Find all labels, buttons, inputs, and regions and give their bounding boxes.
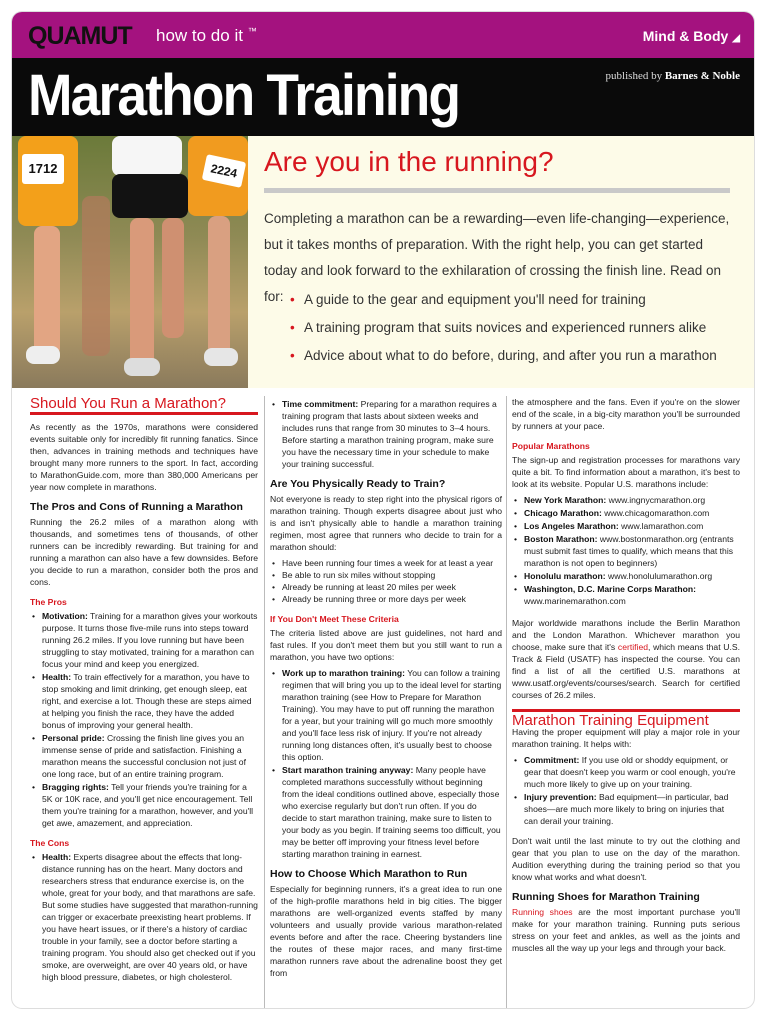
- column-2: [270, 396, 502, 983]
- bib-1712-number: 1712: [28, 161, 58, 176]
- item-text: www.honolulumarathon.org: [605, 571, 713, 581]
- publisher-credit: [606, 70, 740, 82]
- item-text: Many people have completed marathons successfully without beginning from the ideal conditions outlined above, especially those who exercise regularly but don't run often. If you do decide to start marathon training, make sure to listen to your body as you begin. If training seems too difficult, you may be better off improving your fitness level before starting marathon training in earnest.: [282, 765, 501, 859]
- section-title-equipment: Marathon Training Equipment: [512, 712, 709, 729]
- term: Commitment:: [524, 755, 580, 765]
- column-3: [512, 396, 740, 958]
- list-item: [30, 851, 258, 983]
- cons-list: [30, 851, 258, 983]
- term: Honolulu marathon:: [524, 571, 606, 581]
- hero-bullet-list: [290, 286, 730, 370]
- list-item: • Have been running four times a week for at least a year: [270, 557, 502, 569]
- hero-divider: [264, 188, 730, 193]
- page-title: Marathon Training: [28, 63, 460, 128]
- list-item: [270, 764, 502, 860]
- subheading-popular-marathons: Popular Marathons: [512, 441, 590, 451]
- publisher-name: Barnes & Noble: [664, 70, 740, 82]
- options-list: [270, 667, 502, 860]
- list-item: [512, 791, 740, 827]
- term: Motivation:: [42, 611, 88, 621]
- list-item: • Be able to run six miles without stopping: [270, 569, 502, 581]
- hero-bullet: • A training program that suits novices and experienced runners alike: [290, 314, 730, 342]
- subheading-dont-meet: If You Don't Meet These Criteria: [270, 614, 399, 624]
- item-text: Crossing the finish line gives you an immense sense of pride and satisfaction. Finishing a marathon means the successful conclusion not just of one long race, but of an entire training program.: [42, 733, 246, 779]
- section-title-should-you-run: Should You Run a Marathon?: [30, 395, 226, 412]
- triangle-icon: ◢: [732, 33, 740, 44]
- subheading-cons: The Cons: [30, 838, 70, 848]
- subheading-running-shoes: Running Shoes for Marathon Training: [512, 891, 700, 903]
- term: Boston Marathon:: [524, 534, 598, 544]
- subheading-pros: The Pros: [30, 597, 67, 607]
- term: Personal pride:: [42, 733, 105, 743]
- term: New York Marathon:: [524, 495, 607, 505]
- subheading-physically-ready: Are You Physically Ready to Train?: [270, 478, 446, 490]
- column-divider: [264, 396, 265, 1008]
- list-item[interactable]: [512, 583, 740, 607]
- item-text: Tell your friends you're training for a 5K or 10K race, and you'll get nice encouragement. Tell them you're training for a marathon, however, and you'll get awe, amazement, and appreciation.: [42, 782, 254, 828]
- list-item: • Already be running three or more days per week: [270, 593, 502, 605]
- column-1: [30, 396, 258, 987]
- hero-title: Are you in the running?: [264, 146, 554, 177]
- title-bar: [12, 58, 754, 136]
- category-link[interactable]: [643, 28, 740, 44]
- subheading-pros-cons: The Pros and Cons of Running a Marathon: [30, 501, 243, 513]
- bib-2224-number: 2224: [209, 161, 239, 181]
- term: Chicago Marathon:: [524, 508, 602, 518]
- cons-list-continued: [270, 398, 502, 470]
- item-text: www.lamarathon.com: [618, 521, 704, 531]
- text: Major worldwide marathons include the Berlin Marathon and the London Marathon. Whichever marathon you choose, make sure that it's: [512, 618, 740, 652]
- term: Los Angeles Marathon:: [524, 521, 619, 531]
- item-text: To train effectively for a marathon, you have to stop smoking and limit drinking, get enough sleep, eat right, and exercise a lot. Though these are steps aimed at helping you finish the race, they have the added bonus of improving your general health.: [42, 672, 252, 730]
- item-text: Bad equipment—in particular, bad shoes—are much more likely to bring on injuries that can derail your training.: [524, 792, 729, 826]
- tagline: [156, 26, 257, 46]
- list-item: [30, 671, 258, 731]
- term: Work up to marathon training:: [282, 668, 406, 678]
- item-text: Preparing for a marathon requires a training program that lasts about sixteen weeks and includes runs that range from 30 minutes to 3–4 hours. Before starting a marathon training program, make sure you have the necessary time in your schedule to make your training successful.: [282, 399, 497, 469]
- tagline-text: how to do it: [156, 26, 243, 45]
- list-item: [270, 667, 502, 763]
- criteria-list: [270, 557, 502, 605]
- running-shoes-link[interactable]: Running shoes: [512, 907, 573, 917]
- paragraph: Don't wait until the last minute to try out the clothing and gear that you plan to use on the day of the marathon. Audition everything during the training period so that you know what works and what doesn't.: [512, 836, 740, 882]
- paragraph: Not everyone is ready to step right into the physical rigors of marathon training. Though experts disagree about just who is and isn't physically able to handle a marathon training regimen, most agree that runners who decide to train for a marathon should:: [270, 494, 502, 552]
- paragraph: [512, 617, 740, 701]
- term: Health:: [42, 852, 72, 862]
- item-text: If you use old or shoddy equipment, or gear that doesn't keep you warm or cool enough, you're much more likely to give up on your training.: [524, 755, 736, 789]
- term: Start marathon training anyway:: [282, 765, 414, 775]
- hero-bullet: • Advice about what to do before, during, and after you run a marathon: [290, 342, 730, 370]
- category-label: Mind & Body: [642, 28, 729, 44]
- bib-1712: [22, 154, 64, 184]
- list-item[interactable]: [512, 507, 740, 519]
- column-divider: [506, 396, 507, 1008]
- trademark: ™: [247, 26, 257, 36]
- term: Washington, D.C. Marine Corps Marathon:: [524, 584, 697, 594]
- paragraph: The sign-up and registration processes for marathons vary quite a bit. To find information about a marathon, it's best to look at its website. Popular U.S. marathons include:: [512, 455, 740, 489]
- term: Health:: [42, 672, 72, 682]
- term: Injury prevention:: [524, 792, 597, 802]
- paragraph: the atmosphere and the fans. Even if you're on the slower end of the scale, in a big-city marathon you'll be surrounded by runners at your pace.: [512, 397, 740, 431]
- hero-bullet: • A guide to the gear and equipment you'll need for training: [290, 286, 730, 314]
- document-page: [12, 12, 754, 1008]
- list-item[interactable]: [512, 494, 740, 506]
- text: , which means that U.S. Track & Field (USATF) has inspected the course. You can find a list of all the certified U.S. marathons at www.usatf.org/events/courses/search. Search for certified courses of 26.2 miles.: [512, 642, 740, 700]
- subheading-choose-marathon: How to Choose Which Marathon to Run: [270, 868, 468, 880]
- item-text: You can follow a training regimen that will bring you up to the ideal level for starting marathon training (see How to Prepare for Marathon Training). You may have to put off running the marathon for a year, but your training will go much more smoothly and you'll face less risk of injury. If you're not already running long distances often, it's usually best to choose this option.: [282, 668, 502, 762]
- certified-link[interactable]: certified: [617, 642, 648, 652]
- list-item: [30, 781, 258, 829]
- list-item: [30, 732, 258, 780]
- item-text: www.ingnycmarathon.org: [606, 495, 706, 505]
- runners-photo: [12, 136, 248, 388]
- text: are the most important purchase you'll make for your marathon training. Running puts serious stress on your feet and ankles, as well as the joints and muscles all the way up your legs and through your back.: [512, 907, 740, 953]
- list-item: [270, 398, 502, 470]
- list-item: • Already be running at least 20 miles per week: [270, 581, 502, 593]
- published-by-label: published by: [605, 70, 663, 82]
- list-item[interactable]: [512, 533, 740, 569]
- paragraph: As recently as the 1970s, marathons were considered events suitable only for incredibly fit running fanatics. Since then, advances in training methods and techniques have brought many more runners to the sport. In fact, according to MarathonGuide.com, more than 380,000 Americans per year now complete in marathons.: [30, 422, 258, 492]
- item-text: Experts disagree about the effects that long-distance running has on the heart. Many doctors and researchers stress that endurance exercise is, on the whole, great for your body, and that marathons are safe. But some studies have suggested that marathon-running can trigger or exacerbate preexisting heart problems. If you have heart issues, or if there's a history of cardiac trouble in your family, see a doctor before starting a training program. You should also get checked out if you smoke, are overweight, are over 40 years old, or have high blood pressure, diabetes, or high cholesterol.: [42, 852, 258, 982]
- paragraph: The criteria listed above are just guidelines, not hard and fast rules. If you don't meet them but you still want to run a marathon, you have two options:: [270, 628, 502, 662]
- paragraph: [512, 906, 740, 954]
- quamut-logo[interactable]: QUAMUT: [28, 22, 132, 50]
- paragraph: Having the proper equipment will play a major role in your marathon training. It helps with:: [512, 727, 740, 749]
- term: Time commitment:: [282, 399, 359, 409]
- pros-list: [30, 610, 258, 829]
- item-text: www.bostonmarathon.org (entrants must submit fast times to qualify, which means that this marathon is not open to beginners): [524, 534, 734, 568]
- item-text: Training for a marathon gives your workouts purpose. It turns those five-mile runs into steps toward running 26.2 miles. If you love running but have been struggling to stay motivated, training for a marathon can focus your mind and keep you energized.: [42, 611, 258, 669]
- paragraph: Especially for beginning runners, it's a great idea to run one of the high-profile marathons held in big cities. The bigger marathons are well-organized events staffed by many volunteers and usually provide various marathon-related events before and after the race. Cheering bystanders line the routes of these major races, and many first-time marathon runners rave about the adrenaline boost they get from: [270, 884, 502, 978]
- term: Bragging rights:: [42, 782, 109, 792]
- list-item: [30, 610, 258, 670]
- equipment-list: [512, 754, 740, 827]
- list-item: [512, 754, 740, 790]
- item-text: www.chicagomarathon.com: [601, 508, 710, 518]
- list-item[interactable]: [512, 570, 740, 582]
- top-banner: [12, 12, 754, 58]
- item-text: www.marinemarathon.com: [524, 596, 626, 606]
- section-rule: [30, 412, 258, 415]
- list-item[interactable]: [512, 520, 740, 532]
- paragraph: Running the 26.2 miles of a marathon along with thousands, and sometimes tens of thousands, of other runners can be incredibly rewarding. But training for and running a marathon can also have a few downsides. Before you decide to run a marathon, consider both the pros and cons.: [30, 517, 258, 587]
- marathon-list: [512, 494, 740, 607]
- hero-intro: Completing a marathon can be a rewarding—even life-changing—experience, but it takes months of preparation. With the right help, you can get started today and look forward to the exhilaration of crossing the finish line. Read on for:: [264, 211, 730, 304]
